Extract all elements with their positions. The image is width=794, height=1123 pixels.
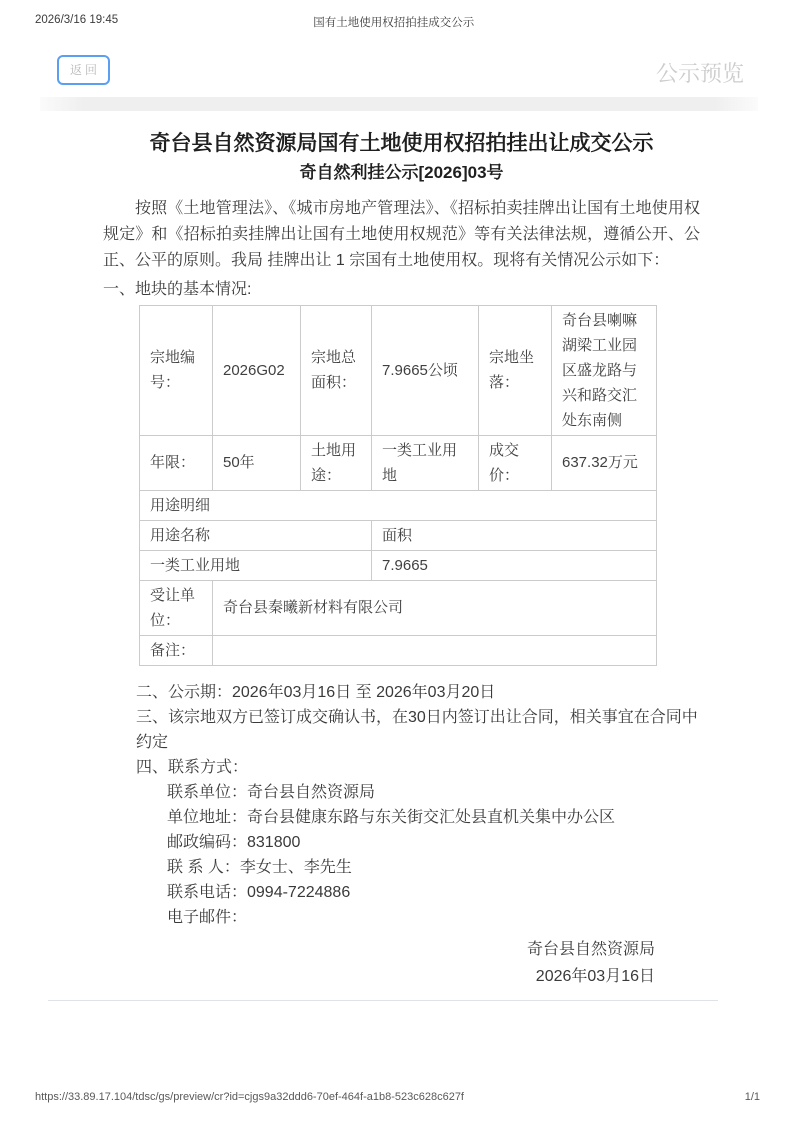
term-label: 年限： xyxy=(140,435,213,490)
table-row xyxy=(140,490,657,520)
usage-area-header: 面积 xyxy=(372,520,657,550)
contact-phone: 联系电话：0994-7224886 xyxy=(167,883,351,901)
usage-detail-heading: 用途明细 xyxy=(140,490,657,520)
transferee-label: 受让单位： xyxy=(140,580,213,635)
print-footer-url: https://33.89.17.104/tdsc/gs/preview/cr?id=cjgs9a32ddd6-70ef-464f-a1b8-523c628c627f xyxy=(35,1091,464,1103)
preview-area-top-strip xyxy=(40,97,758,111)
price-value: 637.32万元 xyxy=(552,435,657,490)
announcement-number: 奇自然利挂公示[2026]03号 xyxy=(299,163,504,183)
total-area-value: 7.9665公顷 xyxy=(372,305,479,435)
term-value: 50年 xyxy=(213,435,301,490)
preview-title: 公示预览 xyxy=(655,61,744,86)
parcel-info-table xyxy=(139,305,657,666)
total-area-label: 宗地总面积： xyxy=(301,305,372,435)
contact-address: 单位地址：奇台县健康东路与东关街交汇处县直机关集中办公区 xyxy=(167,808,616,826)
table-row xyxy=(140,635,657,665)
page-bottom-divider xyxy=(48,1000,718,1001)
usage-area-value: 7.9665 xyxy=(372,550,657,580)
contact-person: 联 系 人：李女士、李先生 xyxy=(167,858,352,876)
section3-item: 三、该宗地双方已签订成交确认书，在30日内签订出让合同，相关事宜在合同中约定 xyxy=(136,708,698,751)
table-row xyxy=(140,520,657,550)
print-footer-page-number: 1/1 xyxy=(744,1091,760,1103)
section4-heading: 四、联系方式： xyxy=(136,758,249,776)
print-doc-title: 国有土地使用权招拍挂成交公示 xyxy=(313,17,475,29)
section1-heading: 一、地块的基本情况: xyxy=(103,280,252,298)
section2-item: 二、公示期：2026年03月16日 至 2026年03月20日 xyxy=(136,683,496,701)
remark-label: 备注： xyxy=(140,635,213,665)
contact-unit: 联系单位：奇台县自然资源局 xyxy=(167,783,376,801)
toolbar xyxy=(57,55,744,89)
intro-paragraph: 按照《土地管理法》、《城市房地产管理法》、《招标拍卖挂牌出让国有土地使用权规定》和《招标拍卖挂牌出让国有土地使用权规范》等有关法律法规，遵循公开、公正、公平的原则。我局 挂牌出让 1 宗国有土地使用权。现将有关情况公示如下： xyxy=(103,199,700,269)
land-use-value: 一类工业用地 xyxy=(372,435,479,490)
contact-postcode: 邮政编码：831800 xyxy=(167,833,301,851)
announcement-title: 奇台县自然资源局国有土地使用权招拍挂出让成交公示 xyxy=(149,132,654,155)
signature-org: 奇台县自然资源局 xyxy=(526,940,655,958)
document-page xyxy=(0,111,794,1001)
signature-date: 2026年03月16日 xyxy=(535,967,655,985)
table-row xyxy=(140,435,657,490)
seat-label: 宗地坐落： xyxy=(479,305,552,435)
print-header xyxy=(35,14,759,30)
usage-name-header: 用途名称 xyxy=(140,520,372,550)
parcel-no-label: 宗地编号： xyxy=(140,305,213,435)
parcel-no-value: 2026G02 xyxy=(213,305,301,435)
signature-block xyxy=(103,936,655,990)
table-row xyxy=(140,580,657,635)
price-label: 成交价： xyxy=(479,435,552,490)
contact-email: 电子邮件： xyxy=(167,908,248,926)
back-button[interactable]: 返回 xyxy=(57,55,110,85)
table-row xyxy=(140,305,657,435)
seat-value: 奇台县喇嘛湖梁工业园区盛龙路与兴和路交汇处东南侧 xyxy=(552,305,657,435)
table-row xyxy=(140,550,657,580)
usage-name-value: 一类工业用地 xyxy=(140,550,372,580)
print-footer xyxy=(35,1091,760,1107)
transferee-value: 奇台县秦曦新材料有限公司 xyxy=(213,580,657,635)
remark-value xyxy=(213,635,657,665)
print-datetime: 2026/3/16 19:45 xyxy=(35,14,119,26)
land-use-label: 土地用途： xyxy=(301,435,372,490)
